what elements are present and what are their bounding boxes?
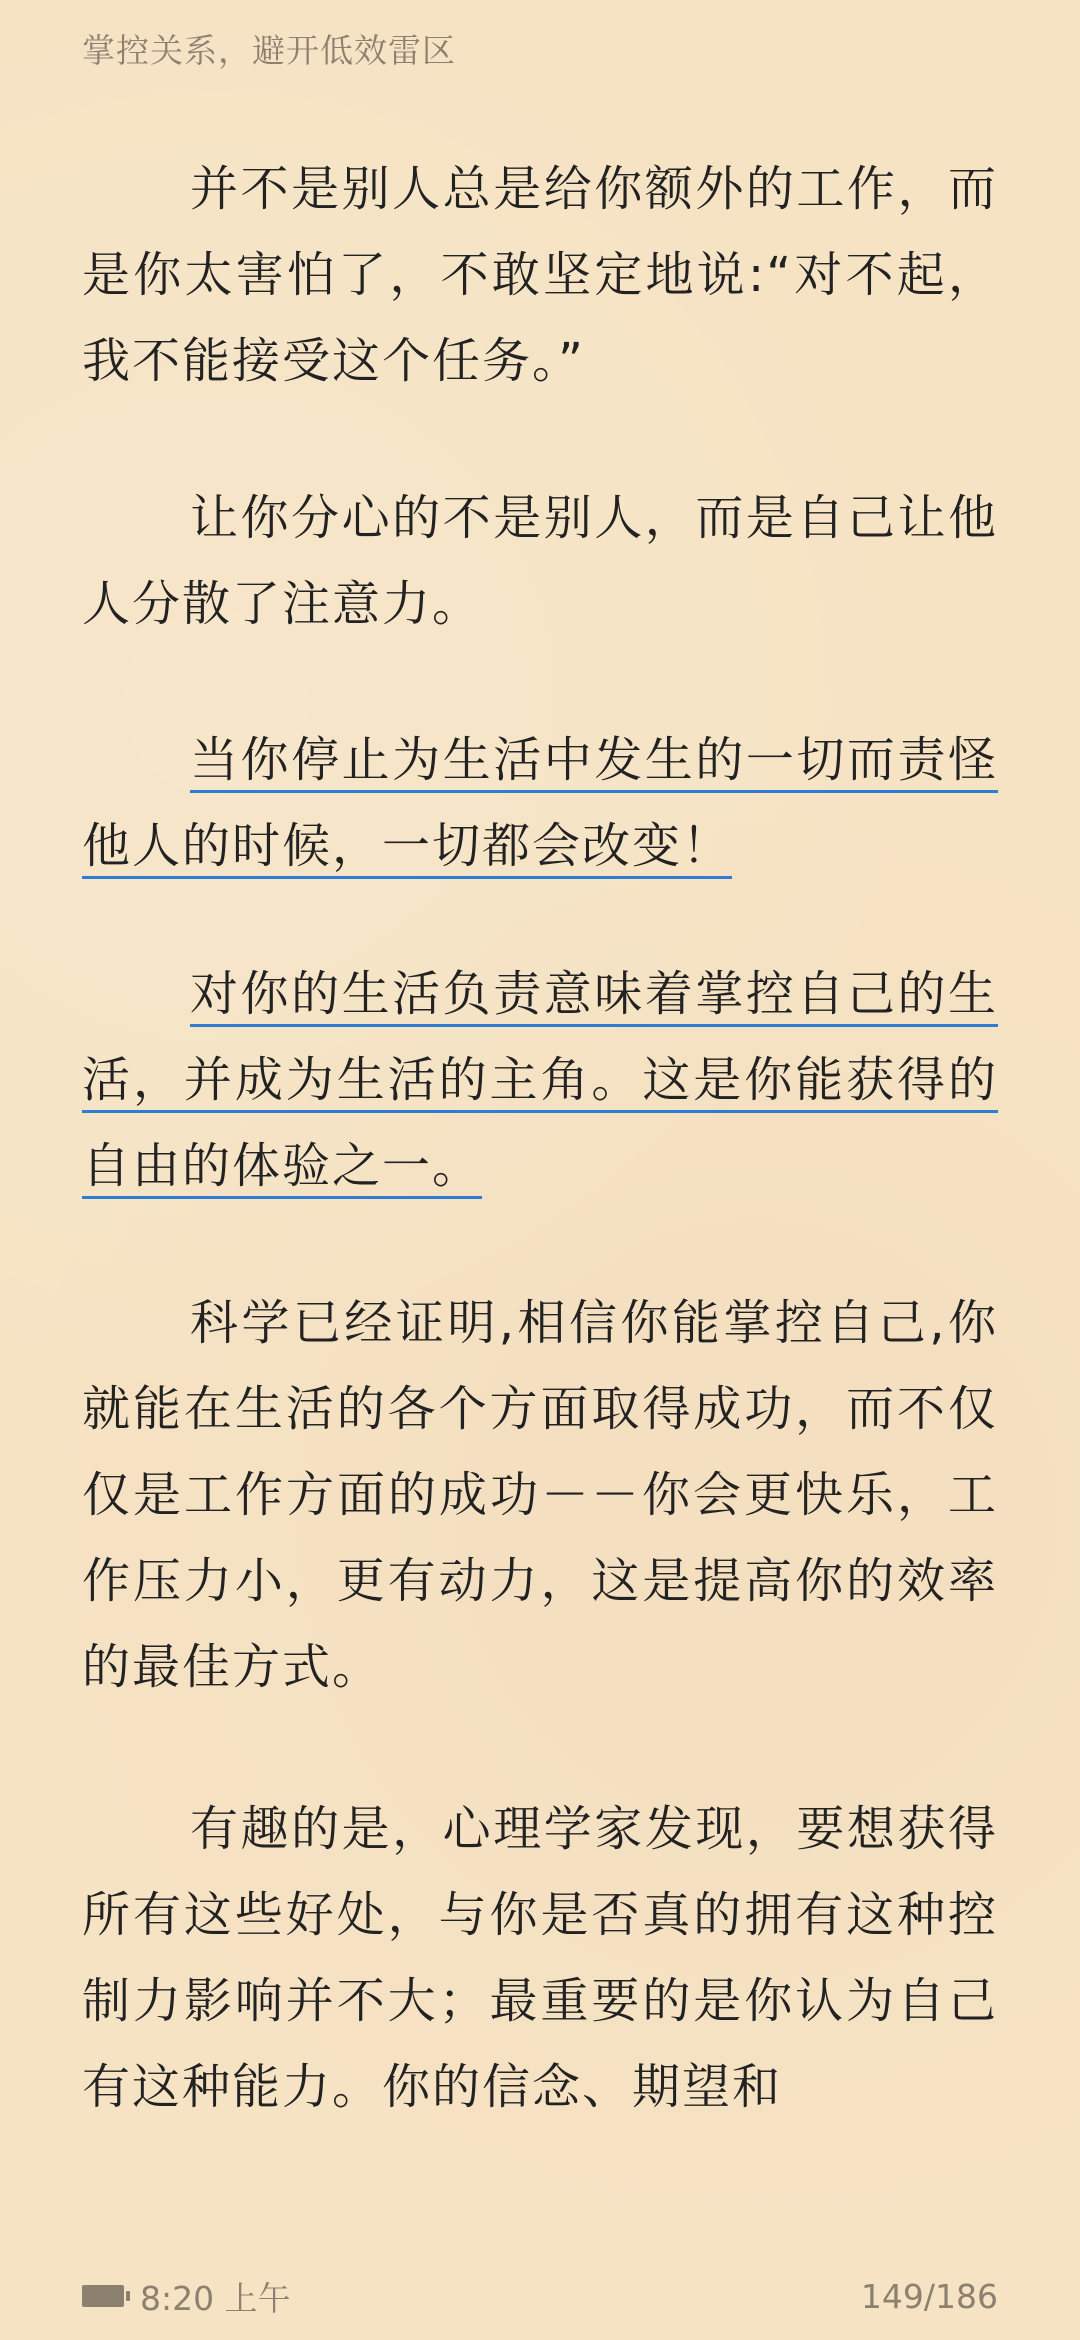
highlighted-paragraph-4[interactable] — [82, 951, 998, 1209]
paragraph-text: 科学已经证明,相信你能掌控自己,你就能在生活的各个方面取得成功，而不仅仅是工作方面的成功－－你会更快乐，工作压力小，更有动力，这是提高你的效率的最佳方式。 — [82, 1295, 998, 1695]
clock-time: 8:20 上午 — [140, 2278, 291, 2318]
paragraph-text: 并不是别人总是给你额外的工作，而是你太害怕了，不敢坚定地说:“对不起，我不能接受这个任务。” — [82, 161, 998, 389]
paragraph-2 — [82, 475, 998, 647]
battery-icon — [82, 2283, 132, 2309]
highlighted-paragraph-3[interactable] — [82, 717, 998, 889]
footer-status — [82, 2273, 291, 2320]
reader-footer — [82, 2272, 998, 2320]
paragraph-1 — [82, 146, 998, 404]
paragraph-text: 有趣的是，心理学家发现，要想获得所有这些好处，与你是否真的拥有这种控制力影响并不大；最重要的是你认为自己有这种能力。你的信念、期望和 — [82, 1801, 998, 2115]
chapter-title: 掌控关系，避开低效雷区 — [82, 31, 456, 70]
underlined-note[interactable]: 对你的生活负责意味着掌控自己的生活，并成为生活的主角。这是你能获得的自由的体验之一。 — [82, 966, 998, 1194]
page-progress: 149/186 — [860, 2276, 998, 2316]
paragraph-5 — [82, 1280, 998, 1710]
underlined-note[interactable]: 当你停止为生活中发生的一切而责怪他人的时候，一切都会改变！ — [82, 732, 998, 874]
paragraph-6 — [82, 1786, 998, 2130]
paragraph-text: 让你分心的不是别人，而是自己让他人分散了注意力。 — [82, 490, 998, 632]
